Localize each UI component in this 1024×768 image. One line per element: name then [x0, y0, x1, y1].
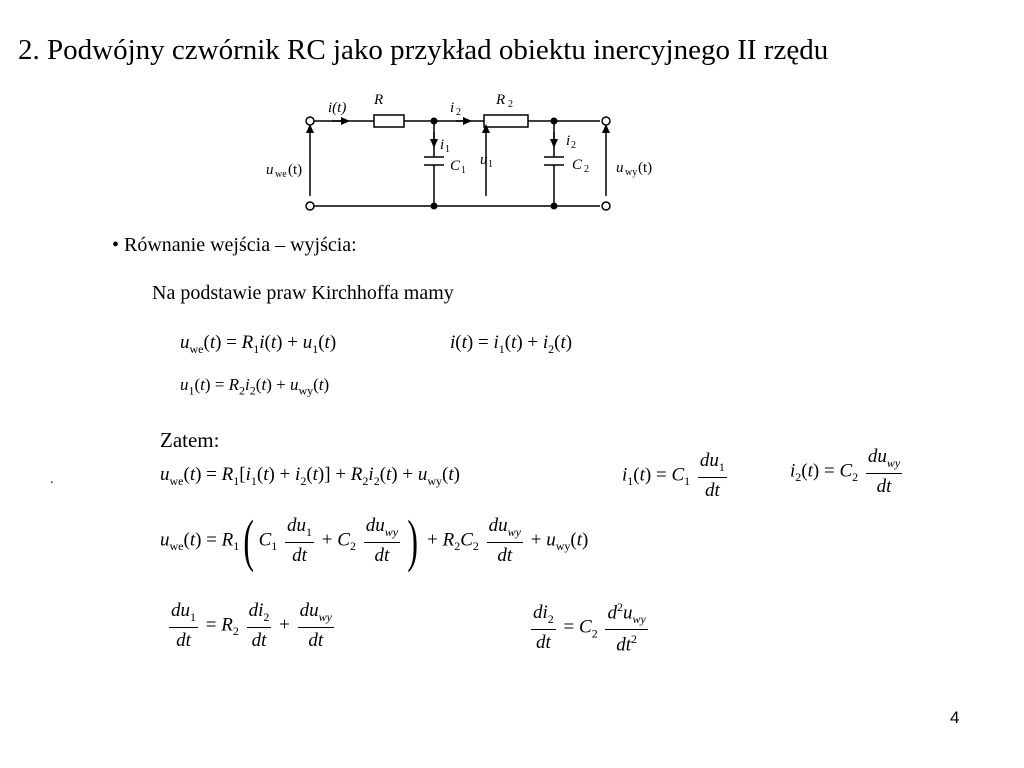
svg-text:(t): (t): [638, 160, 653, 176]
page-number: 4: [950, 708, 960, 727]
bullet-input-output: • Równanie wejścia – wyjścia:: [112, 234, 357, 256]
svg-text:2: 2: [584, 164, 589, 175]
svg-text:2: 2: [456, 107, 461, 118]
label-R: R: [374, 92, 384, 108]
svg-text:wy: wy: [625, 167, 638, 178]
label-i2-right: i: [566, 133, 571, 149]
label-R2: R: [496, 92, 506, 108]
equation-9: $\frac{di_2}{dt}$ = $C_2$ $\frac{d^2u_{wy}}{dt^2}$: [533, 600, 646, 656]
svg-text:(t): (t): [288, 162, 303, 178]
label-i1: i: [440, 137, 445, 153]
equation-4: $u_{we}(t) = R_1[i_1(t) + i_2(t)] + R_2i_2(t) + u_{wy}(t)$: [160, 464, 460, 488]
svg-text:1: 1: [461, 165, 466, 176]
label-u1: u: [480, 152, 488, 168]
equation-8: $\frac{du_1}{dt}$ = $R_2$ $\frac{di_2}{dt}$ + $\frac{du_{wy}}{dt}$: [171, 600, 332, 651]
equation-3: $u_1(t) = R_2i_2(t) + u_{wy}(t)$: [180, 375, 330, 398]
rc-circuit-diagram: [260, 92, 680, 217]
equation-1: $u_{we}(t) = R_1i(t) + u_1(t)$: [180, 332, 337, 356]
svg-text:2: 2: [571, 140, 576, 151]
svg-text:1: 1: [488, 159, 493, 170]
equation-7: $u_{we}(t) = R_1$( $C_1$ $\frac{du_1}{dt}$ + $C_2$ $\frac{du_{wy}}{dt}$ ) + $R_2C_2$ $\frac{du_{wy}}{dt}$ + $u_{wy}(t)$: [160, 508, 589, 573]
label-i2-top: i: [450, 100, 455, 116]
label-C2: C: [572, 157, 583, 173]
equation-6: $i_2(t) = C_2$ $\frac{du_{wy}}{dt}$: [790, 446, 901, 497]
label-uwy: u: [616, 160, 624, 176]
svg-text:we: we: [275, 169, 287, 180]
svg-text:2: 2: [508, 99, 513, 110]
svg-text:1: 1: [445, 144, 450, 155]
page-title: 2. Podwójny czwórnik RC jako przykład obiektu inercyjnego II rzędu: [18, 34, 829, 66]
equation-2: $i(t) = i_1(t) + i_2(t)$: [450, 332, 573, 356]
stray-dot: .: [50, 472, 54, 487]
label-C1: C: [450, 158, 461, 174]
kirchhoff-intro: Na podstawie praw Kirchhoffa mamy: [152, 282, 454, 304]
zatem-label: Zatem:: [160, 428, 220, 452]
label-uwe: u: [266, 162, 274, 178]
equation-5: $i_1(t) = C_1$ $\frac{du_1}{dt}$: [622, 450, 725, 501]
label-i-t: i(t): [328, 100, 347, 116]
